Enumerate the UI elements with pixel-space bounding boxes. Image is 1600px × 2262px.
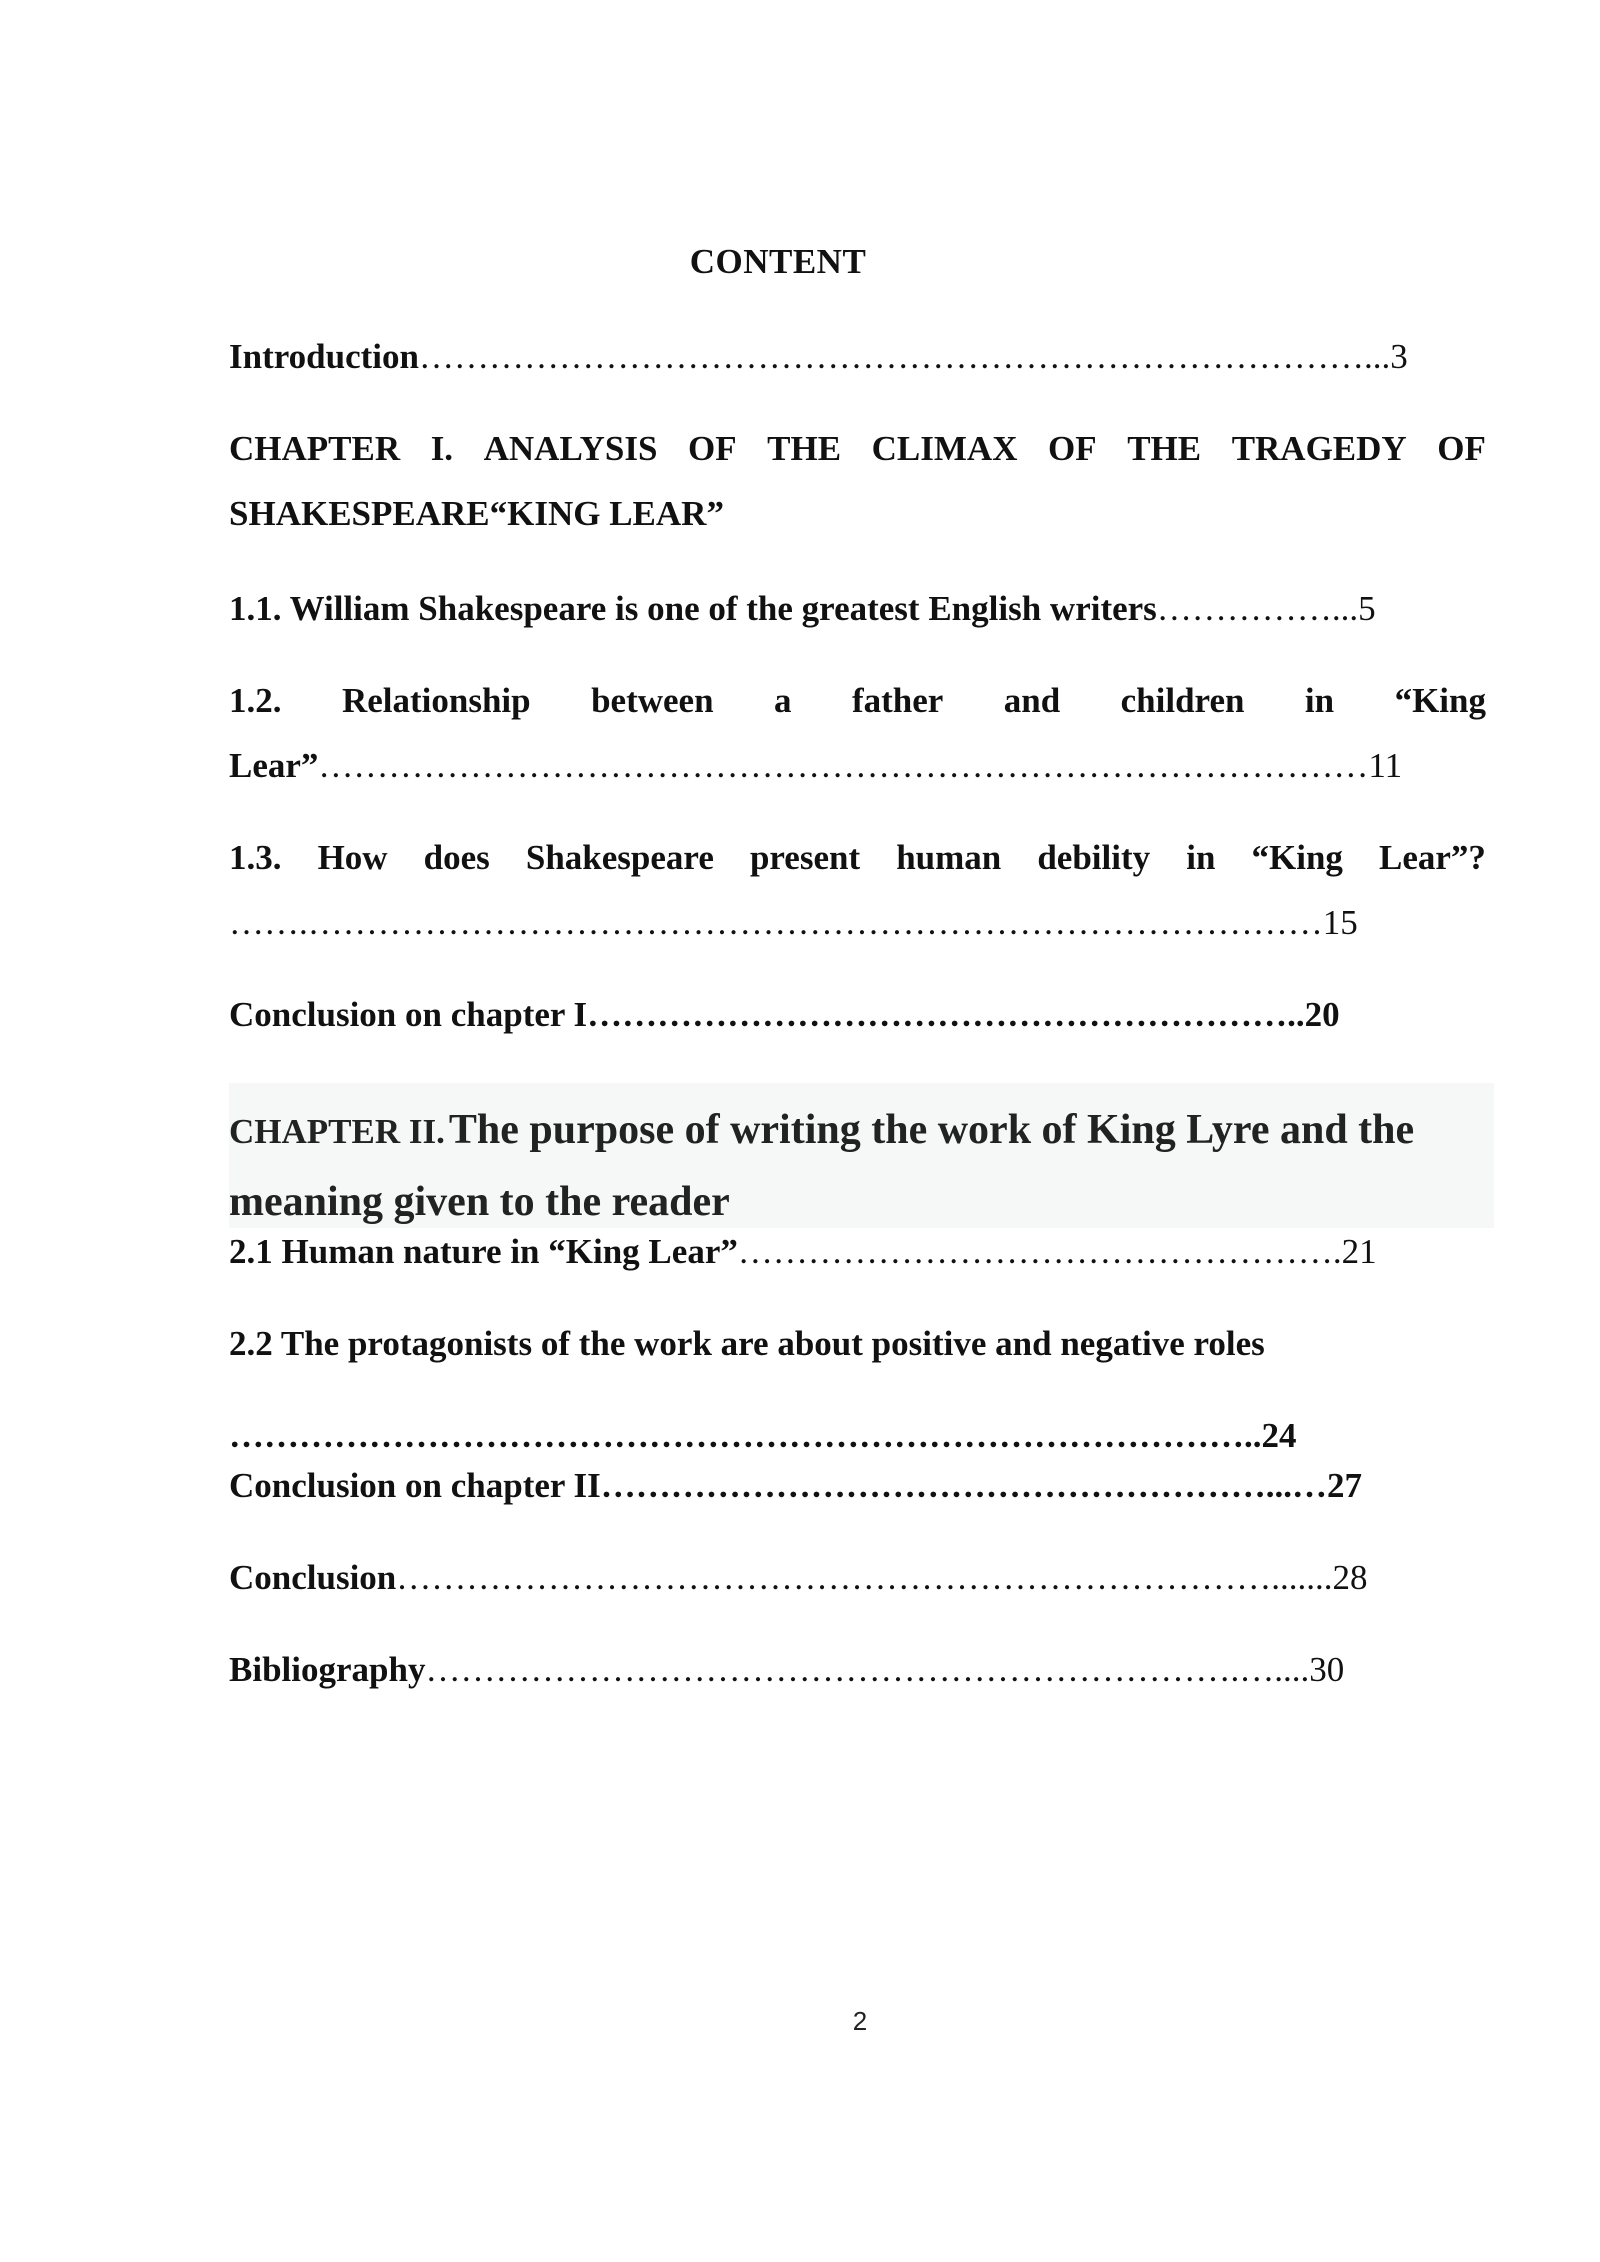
toc-page-number: 11 <box>1368 746 1403 785</box>
toc-chapter-2-heading-line-2 <box>229 1177 1494 1236</box>
entry-word: debility <box>1037 838 1151 877</box>
page-number: 2 <box>852 2006 868 2036</box>
toc-dots: …………………………………………………...… <box>600 1466 1328 1505</box>
toc-label: Lear” <box>229 746 319 785</box>
toc-entry-conclusion-chapter-1 <box>229 993 1486 1037</box>
toc-page-number: 15 <box>1322 903 1358 942</box>
toc-label: 1.1. William Shakespeare is one of the greatest English writers <box>229 589 1157 628</box>
toc-page-number: 20 <box>1304 995 1340 1034</box>
heading-word: ANALYSIS <box>483 429 658 468</box>
entry-word: “King <box>1394 681 1486 720</box>
toc-dots: …………………………………………………….. <box>587 995 1305 1034</box>
toc-entry-1-3-line-1 <box>229 836 1486 880</box>
heading-word: CLIMAX <box>871 429 1018 468</box>
toc-entry-2-1 <box>229 1230 1486 1274</box>
heading-word: OF <box>1437 429 1486 468</box>
toc-label: Conclusion <box>229 1558 397 1597</box>
heading-word: I. <box>430 429 454 468</box>
toc-dots: ………………………………………………………………………... <box>418 337 1391 376</box>
page-title: CONTENT <box>689 242 867 281</box>
entry-word: does <box>423 838 490 877</box>
entry-word: present <box>749 838 861 877</box>
toc-entry-1-1 <box>229 587 1486 631</box>
entry-word: Shakespeare <box>525 838 714 877</box>
heading-word: OF <box>1048 429 1097 468</box>
toc-chapter-1-heading-line-2 <box>229 492 1486 536</box>
toc-page-number: 3 <box>1390 337 1408 376</box>
entry-word: Relationship <box>341 681 531 720</box>
toc-dots: …….…………………………………………………………………………… <box>229 903 1323 942</box>
entry-word: in <box>1186 838 1216 877</box>
toc-dots: ……………………………………………. <box>737 1232 1342 1271</box>
toc-entry-1-3-line-2 <box>229 901 1486 945</box>
entry-word: human <box>896 838 1002 877</box>
toc-label: 2.1 Human nature in “King Lear” <box>229 1232 738 1271</box>
toc-label: Conclusion on chapter I <box>229 995 588 1034</box>
toc-chapter-2-heading-line-1 <box>229 1105 1494 1164</box>
toc-label: Bibliography <box>229 1650 426 1689</box>
toc-entry-bibliography <box>229 1648 1486 1692</box>
heading-word: THE <box>767 429 842 468</box>
chapter-2-title-part-2: meaning given to the reader <box>229 1179 730 1225</box>
toc-entry-2-2 <box>229 1322 1486 1366</box>
entry-word: “King <box>1251 838 1343 877</box>
entry-word: a <box>773 681 792 720</box>
chapter-2-prefix: CHAPTER II. <box>229 1112 445 1151</box>
entry-word: between <box>591 681 714 720</box>
entry-word: How <box>317 838 388 877</box>
toc-entry-conclusion <box>229 1556 1486 1600</box>
heading-word: TRAGEDY <box>1231 429 1407 468</box>
toc-entry-1-2-line-2 <box>229 744 1486 788</box>
toc-page-number: 5 <box>1358 589 1376 628</box>
toc-dots: …………………………………………………………………………….. <box>229 1416 1262 1455</box>
chapter-2-title-part-1: The purpose of writing the work of King Lyre and the <box>448 1107 1415 1153</box>
entry-word: father <box>851 681 944 720</box>
heading-word: OF <box>687 429 737 468</box>
toc-entry-1-2-line-1 <box>229 679 1486 723</box>
toc-entry-2-2-dots-line <box>229 1414 1486 1458</box>
toc-page-number: 30 <box>1309 1650 1345 1689</box>
heading-text: SHAKESPEARE“KING LEAR” <box>229 494 724 533</box>
toc-dots: ……………………………………………………………………………… <box>318 746 1369 785</box>
toc-entry-introduction <box>229 335 1486 379</box>
toc-chapter-1-heading-line-1 <box>229 427 1486 471</box>
toc-page-number: 27 <box>1327 1466 1363 1505</box>
toc-label: 2.2 The protagonists of the work are about positive and negative roles <box>229 1324 1265 1363</box>
toc-page-number: 21 <box>1341 1232 1377 1271</box>
entry-word: in <box>1304 681 1335 720</box>
toc-entry-conclusion-chapter-2 <box>229 1464 1486 1508</box>
heading-word: CHAPTER <box>229 429 401 468</box>
toc-label: Conclusion on chapter II <box>229 1466 601 1505</box>
entry-word: children <box>1120 681 1245 720</box>
entry-word: 1.2. <box>229 681 282 720</box>
entry-word: Lear”? <box>1379 838 1486 877</box>
entry-word: and <box>1003 681 1061 720</box>
toc-dots: …………………………………………………………….….... <box>425 1650 1310 1689</box>
toc-dots: ……………... <box>1156 589 1359 628</box>
toc-page-number: 28 <box>1332 1558 1368 1597</box>
entry-word: 1.3. <box>229 838 282 877</box>
toc-label: Introduction <box>229 337 419 376</box>
toc-page-number: 24 <box>1261 1416 1297 1455</box>
heading-word: THE <box>1127 429 1202 468</box>
toc-dots: …………………………………………………………………....... <box>396 1558 1333 1597</box>
